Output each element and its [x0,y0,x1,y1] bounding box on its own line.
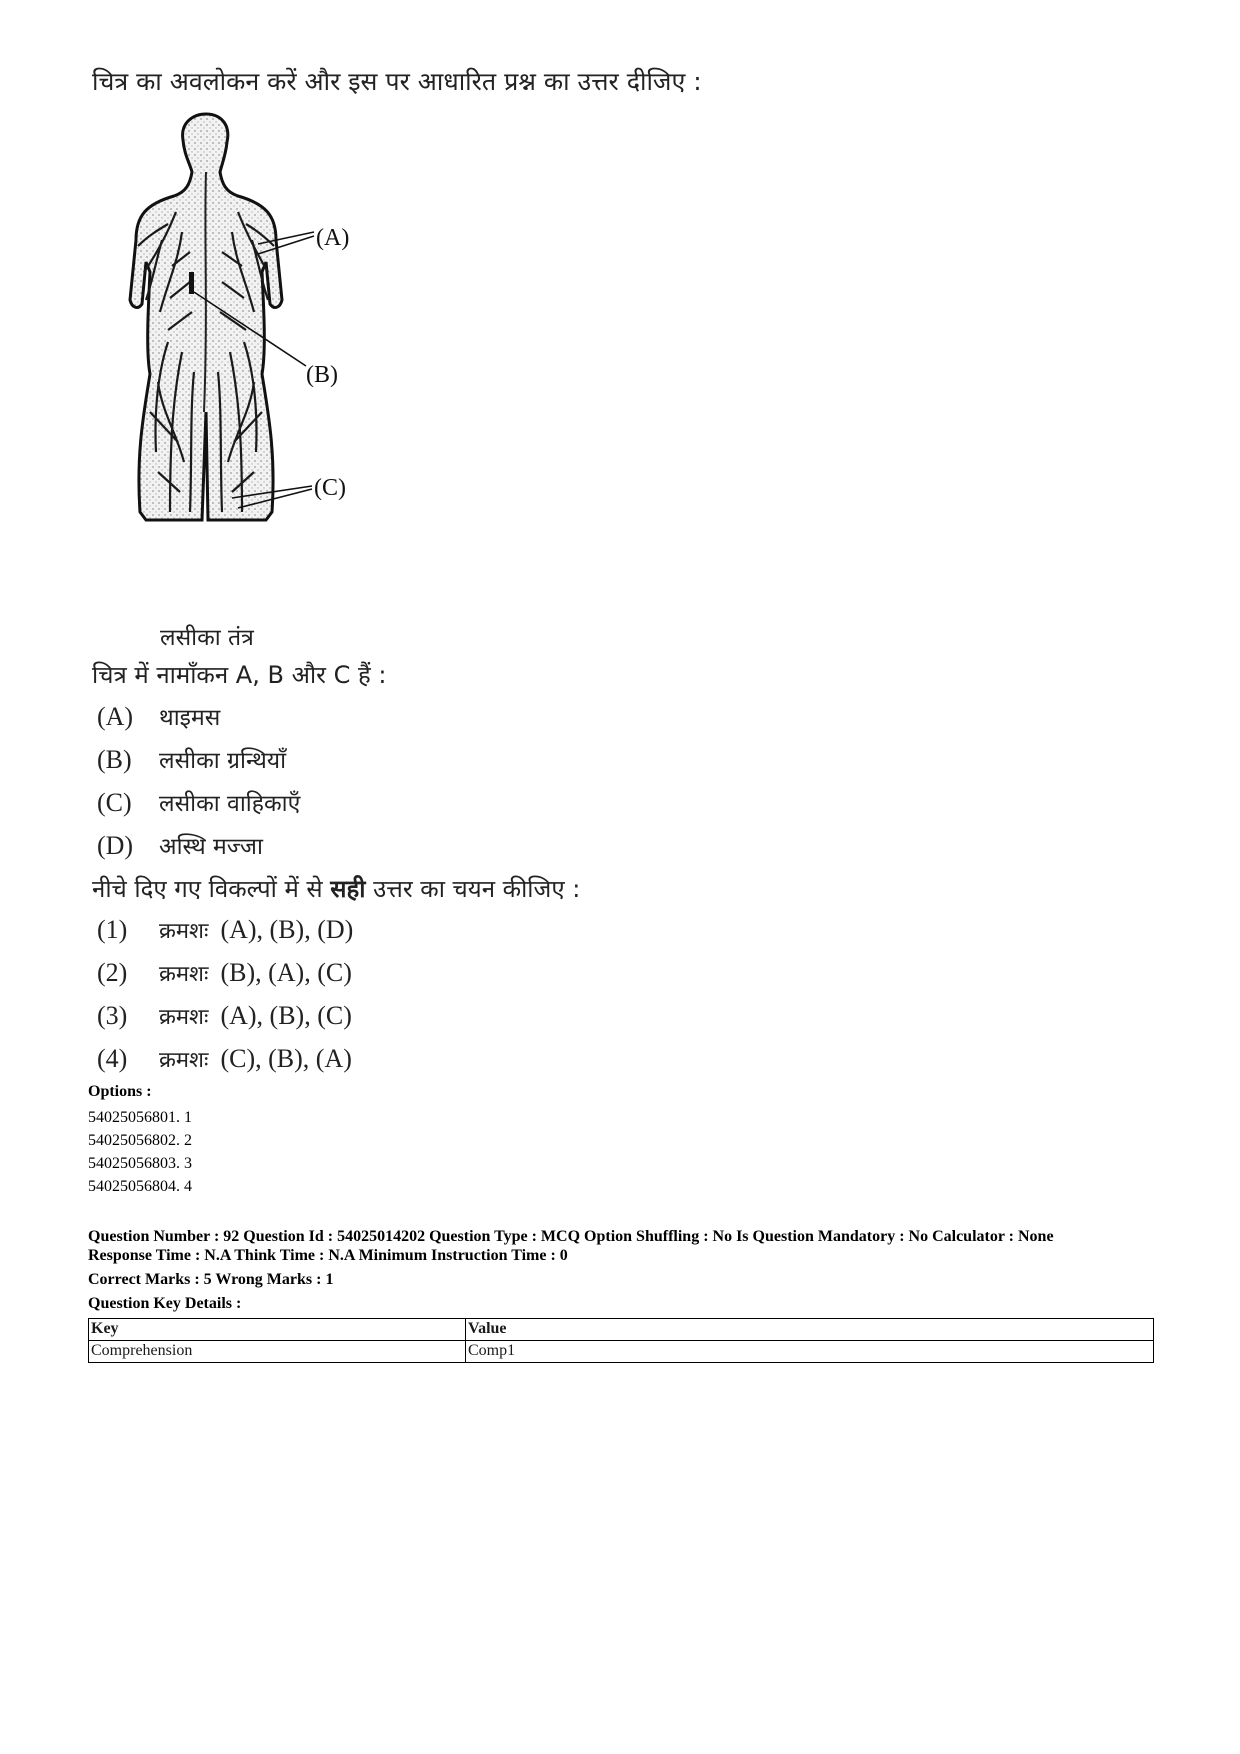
key-details-table [88,1318,1154,1363]
item-text: अस्थि मज्जा [159,834,263,860]
table-header-key: Key [89,1319,466,1341]
figure-caption: लसीका तंत्र [160,625,254,651]
question-stem: चित्र में नामाँकन A, B और C हैं : [92,661,387,689]
item-text: लसीका ग्रन्थियाँ [159,748,287,774]
options-heading: Options : [88,1083,152,1100]
choice-label: (4) [97,1044,128,1073]
instruction-text: नीचे दिए गए विकल्पों में से [92,875,331,903]
figure-label-c: (C) [314,475,346,501]
list-item [97,829,263,861]
lymphatic-system-figure [98,112,398,592]
figure-label-b: (B) [306,362,338,388]
answer-choice [97,915,353,945]
table-header-value: Value [466,1319,1154,1341]
options-list [88,1106,192,1198]
table-row [89,1341,1154,1363]
item-label: (D) [97,831,134,860]
question-marks: Correct Marks : 5 Wrong Marks : 1 [88,1271,334,1288]
table-cell-value: Comp1 [466,1341,1154,1363]
choice-sequence: (C), (B), (A) [220,1044,352,1073]
choice-sequence: (A), (B), (D) [220,915,354,944]
table-header-row [89,1319,1154,1341]
figure-label-a: (A) [316,225,350,251]
option-id: 54025056802. 2 [88,1132,192,1149]
list-item [97,743,286,775]
answer-choice [97,1044,352,1074]
instruction-emphasis: सही [330,875,366,903]
item-label: (B) [97,745,132,774]
table-cell-key: Comprehension [89,1341,466,1363]
item-text: थाइमस [159,705,221,731]
instruction-text: उत्तर का चयन कीजिए : [365,875,581,903]
list-item [97,700,220,732]
item-text: लसीका वाहिकाएँ [159,791,301,817]
choice-label: (1) [97,915,128,944]
choice-sequence: (B), (A), (C) [220,958,352,987]
item-label: (C) [97,788,132,817]
item-label: (A) [97,702,134,731]
choice-word: क्रमशः [159,1048,209,1073]
choice-word: क्रमशः [159,919,209,944]
choice-sequence: (A), (B), (C) [220,1001,352,1030]
question-meta-line1: Question Number : 92 Question Id : 54025014202 Question Type : MCQ Option Shuffling : No Is Question Mandatory : No Calculator : None [88,1228,1054,1245]
option-id: 54025056803. 3 [88,1155,192,1172]
option-id: 54025056801. 1 [88,1109,192,1126]
choice-word: क्रमशः [159,962,209,987]
option-id: 54025056804. 4 [88,1178,192,1195]
list-item [97,786,300,818]
question-instruction [92,872,580,905]
answer-choice [97,1001,352,1031]
choice-label: (3) [97,1001,128,1030]
question-meta-line2: Response Time : N.A Think Time : N.A Minimum Instruction Time : 0 [88,1247,568,1264]
question-prompt: चित्र का अवलोकन करें और इस पर आधारित प्रश्न का उत्तर दीजिए : [92,67,702,96]
choice-word: क्रमशः [159,1005,209,1030]
answer-choice [97,958,352,988]
choice-label: (2) [97,958,128,987]
key-details-heading: Question Key Details : [88,1295,242,1312]
